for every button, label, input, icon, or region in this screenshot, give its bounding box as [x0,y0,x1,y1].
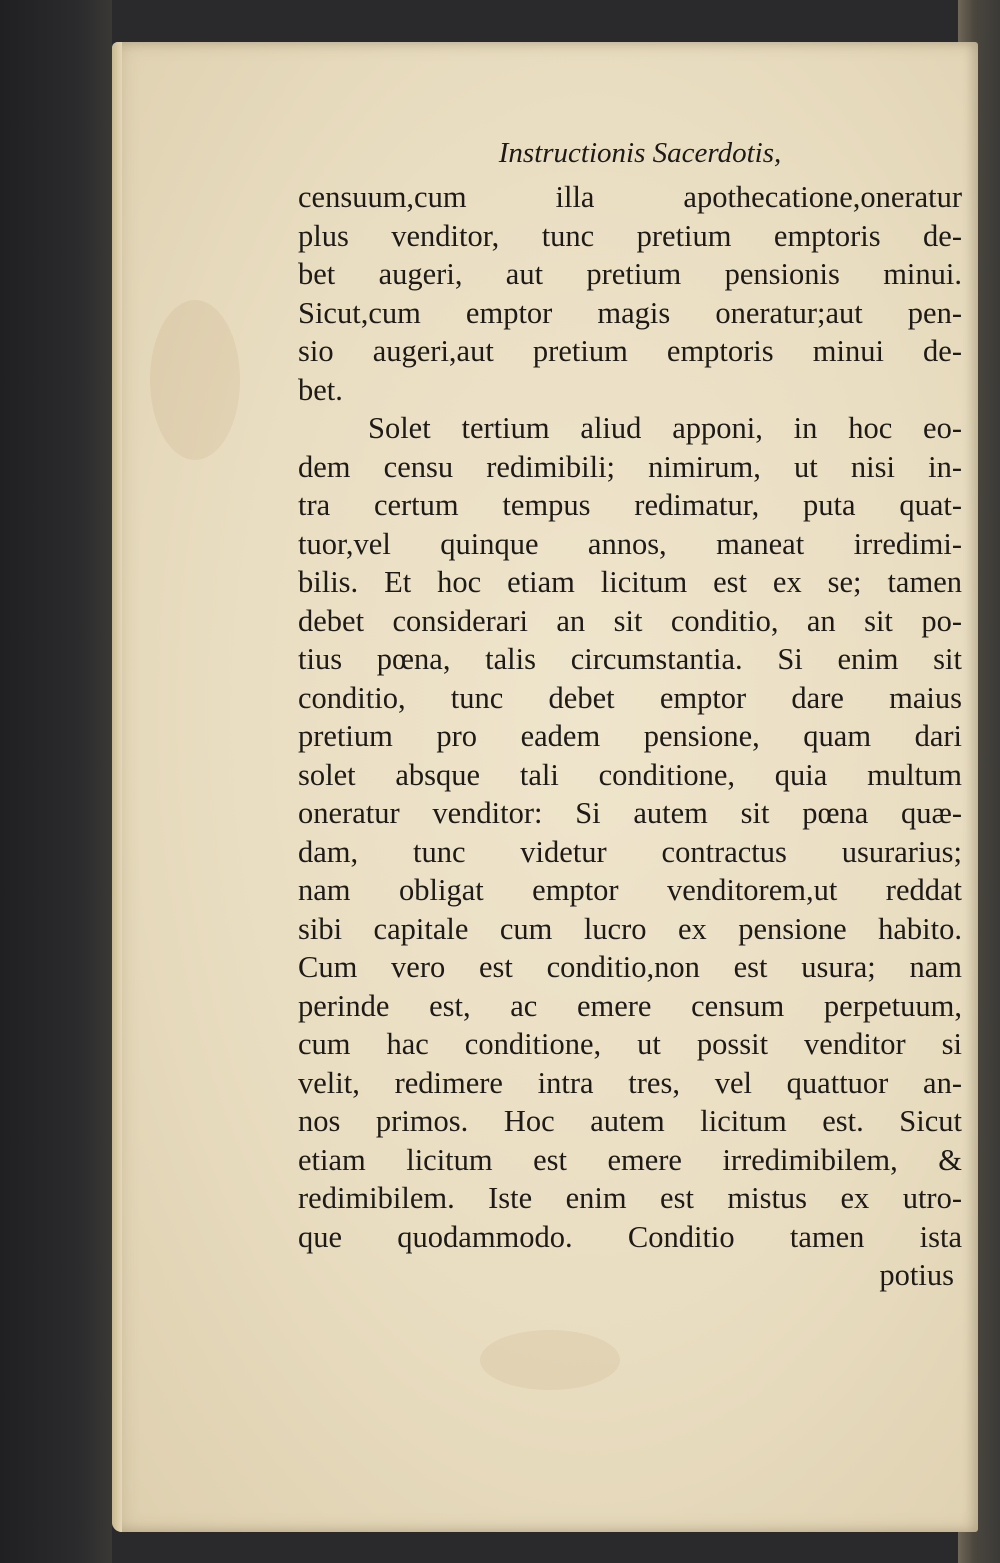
text-line: tra certum tempus redimatur, puta quat- [298,488,962,522]
text-line: censuum,cum illa apothecatione,oneratur [298,180,962,214]
text-line: nos primos. Hoc autem licitum est. Sicut [298,1104,962,1138]
paper-stain [150,300,240,460]
text-line: bet. [298,372,343,407]
paper-stain [480,1330,620,1390]
paragraph-2 [298,409,962,1256]
text-line: Sicut,cum emptor magis oneratur;aut pen- [298,295,962,330]
text-line: tius pœna, talis circumstantia. Si enim sit [298,642,962,676]
catchword: potius [879,1258,954,1292]
text-line: sio augeri,aut pretium emptoris minui de- [298,334,962,368]
text-line: bet augeri, aut pretium pensionis minui. [298,257,962,291]
page-text [298,128,962,1295]
text-line: que quodammodo. Conditio tamen ista [298,1219,962,1254]
text-line: Cum vero est conditio,non est usura; nam [298,950,962,984]
text-line: dam, tunc videtur contractus usurarius; [298,834,962,869]
text-line: solet absque tali conditione, quia multum [298,757,962,792]
text-line: dem censu redimibili; nimirum, ut nisi in- [298,449,962,484]
page-gutter-edge [112,42,122,1532]
text-line: conditio, tunc debet emptor dare maius [298,680,962,715]
text-line: velit, redimere intra tres, vel quattuor an- [298,1065,962,1100]
dark-backdrop [0,0,112,1563]
text-line: oneratur venditor: Si autem sit pœna quæ- [298,796,962,830]
text-line: redimibilem. Iste enim est mistus ex utro- [298,1181,962,1215]
text-line: bilis. Et hoc etiam licitum est ex se; tamen [298,565,962,599]
text-line: pretium pro eadem pensione, quam dari [298,719,962,753]
text-line: tuor,vel quinque annos, maneat irredimi- [298,526,962,561]
text-line: nam obligat emptor venditorem,ut reddat [298,873,962,907]
paragraph-1 [298,178,962,409]
text-line: perinde est, ac emere censum perpetuum, [298,988,962,1023]
text-line: Solet tertium aliud apponi, in hoc eo- [368,411,962,445]
text-line: sibi capitale cum lucro ex pensione habito. [298,911,962,946]
running-head: Instructionis Sacerdotis, [498,137,782,169]
text-line: plus venditor, tunc pretium emptoris de- [298,218,962,253]
text-line: cum hac conditione, ut possit venditor si [298,1027,962,1061]
text-line: debet considerari an sit conditio, an sit po- [298,603,962,638]
text-line: etiam licitum est emere irredimibilem, & [298,1142,962,1177]
